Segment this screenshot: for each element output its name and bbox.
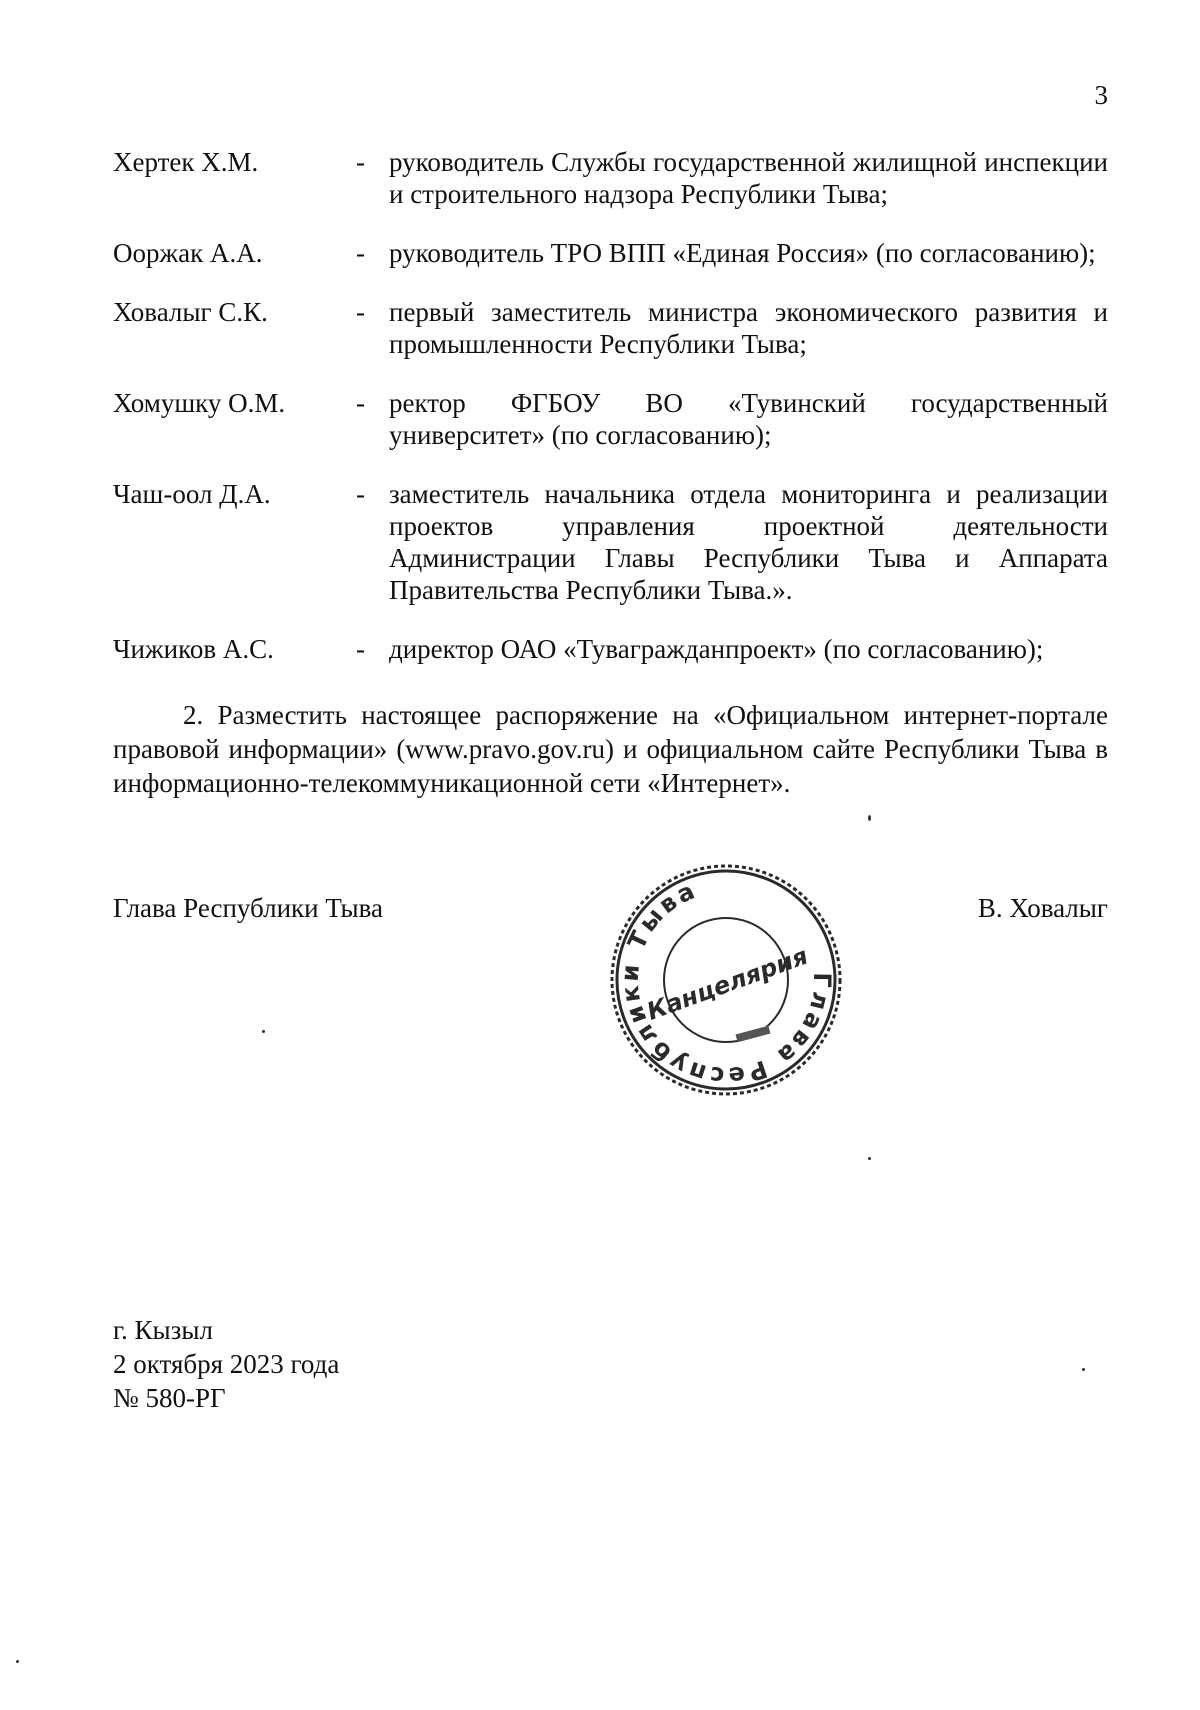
stamp-ring-text: Глава Республики Тыва	[615, 875, 837, 1091]
member-dash: -	[356, 388, 365, 418]
signature-title: Глава Республики Тыва	[113, 893, 384, 923]
list-item	[113, 387, 1108, 451]
footer-date: 2 октября 2023 года	[113, 1349, 340, 1379]
signatory-name: В. Ховалыг	[977, 893, 1108, 923]
member-role: заместитель начальника отдела мониторинга и реализации проектов управления проектной деятельности Администрации Главы Республики Тыва и Аппарата Правительства Республики Тыва.».	[389, 479, 1108, 605]
scan-speck	[868, 815, 871, 821]
member-dash: -	[356, 238, 365, 268]
scan-speck	[262, 1030, 265, 1033]
member-role: руководитель ТРО ВПП «Единая Россия» (по согласованию);	[389, 238, 1096, 268]
document-footer	[113, 1313, 339, 1415]
list-item	[113, 296, 1108, 360]
member-role: руководитель Службы государственной жилищной инспекции и строительного надзора Республики Тыва;	[389, 147, 1108, 209]
scan-speck	[1082, 1368, 1085, 1371]
page-number: 3	[1094, 80, 1108, 110]
member-dash: -	[356, 479, 365, 509]
member-dash: -	[356, 634, 365, 664]
member-dash: -	[356, 147, 365, 177]
member-role: ректор ФГБОУ ВО «Тувинский государственный университет» (по согласованию);	[389, 388, 1108, 450]
stamp-seal-icon	[606, 860, 846, 1100]
stamp-center-text: Канцелярия	[643, 941, 812, 1026]
scan-speck	[16, 1660, 19, 1663]
list-item	[113, 633, 1108, 665]
footer-number: № 580-РГ	[113, 1383, 226, 1413]
member-name: Хомушку О.М.	[113, 388, 286, 418]
member-name: Ховалыг С.К.	[113, 297, 268, 327]
footer-city: г. Кызыл	[113, 1315, 213, 1345]
member-name: Чижиков А.С.	[113, 634, 274, 664]
list-item	[113, 478, 1108, 606]
member-name: Ооржак А.А.	[113, 238, 263, 268]
list-item	[113, 146, 1108, 210]
member-name: Чаш-оол Д.А.	[113, 479, 271, 509]
scan-speck	[868, 1157, 871, 1160]
member-role: директор ОАО «Тувагражданпроект» (по согласованию);	[389, 634, 1044, 664]
member-name: Хертек Х.М.	[113, 147, 259, 177]
list-item	[113, 237, 1108, 269]
point-2-paragraph: 2. Разместить настоящее распоряжение на «Официальном интернет-портале правовой информации» (www.pravo.gov.ru) и официальном сайте Республики Тыва в информационно-телекоммуникационной сети «Интернет».	[113, 700, 1108, 798]
member-role: первый заместитель министра экономического развития и промышленности Республики Тыва;	[389, 297, 1108, 359]
member-dash: -	[356, 297, 365, 327]
members-list	[113, 146, 1108, 692]
